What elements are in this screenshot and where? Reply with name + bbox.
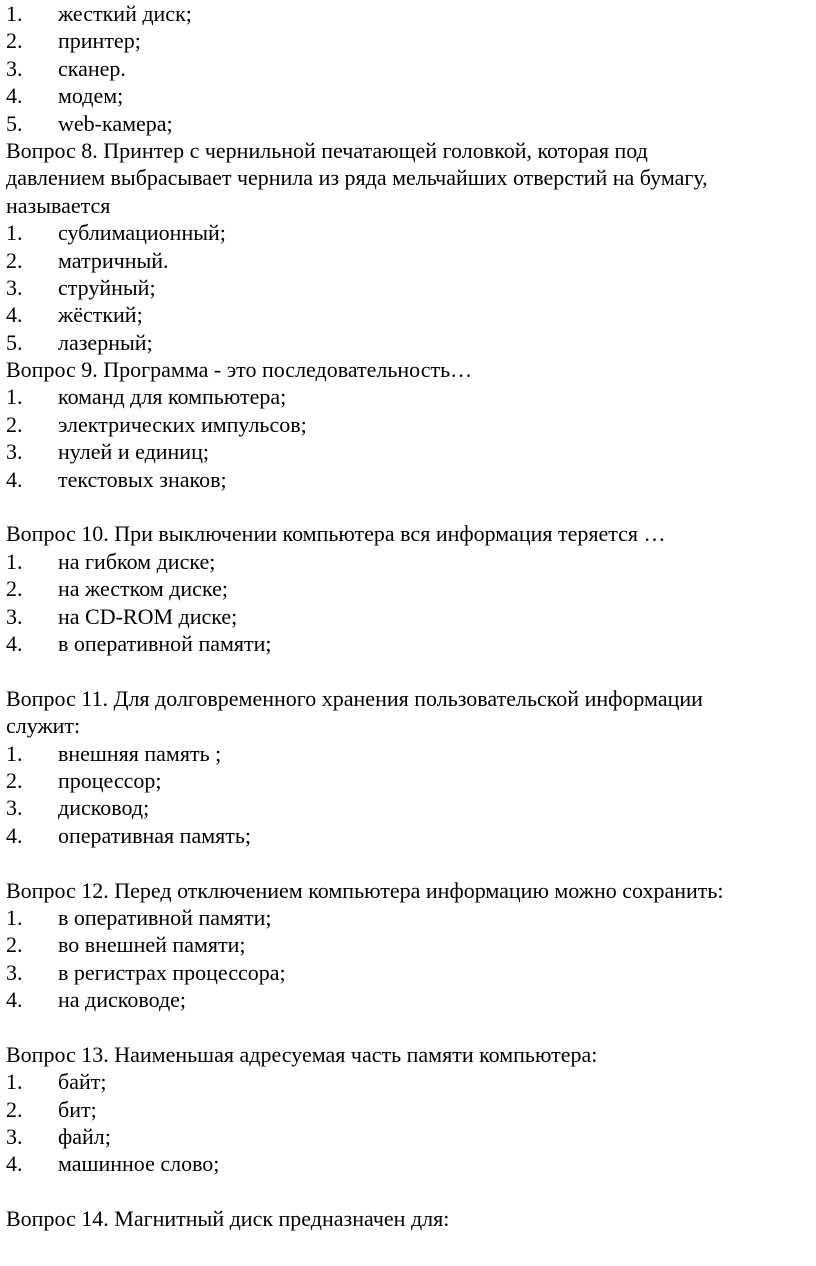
answer-option bbox=[6, 383, 812, 410]
option-number: 1. bbox=[6, 548, 23, 574]
option-text: принтер; bbox=[58, 28, 141, 54]
option-number: 4. bbox=[6, 822, 23, 848]
answer-option bbox=[6, 1096, 812, 1123]
blank-line bbox=[6, 1013, 812, 1040]
option-text: струйный; bbox=[58, 274, 156, 300]
blank-line bbox=[6, 657, 812, 684]
answer-option bbox=[6, 767, 812, 794]
option-text: сублимационный; bbox=[58, 220, 226, 246]
question-text-line: Вопрос 8. Принтер с чернильной печатающей головкой, которая под bbox=[6, 137, 648, 163]
option-number: 4. bbox=[6, 466, 23, 492]
blank-line bbox=[6, 493, 812, 520]
answer-option bbox=[6, 82, 812, 109]
option-number: 4. bbox=[6, 83, 23, 109]
option-text: нулей и единиц; bbox=[58, 439, 209, 465]
option-number: 1. bbox=[6, 220, 23, 246]
option-number: 1. bbox=[6, 904, 23, 930]
question-text-line: Вопрос 13. Наименьшая адресуемая часть памяти компьютера: bbox=[6, 1041, 598, 1067]
question bbox=[6, 520, 812, 547]
answer-option bbox=[6, 1123, 812, 1150]
question-text-line: Вопрос 11. Для долговременного хранения пользовательской информации bbox=[6, 685, 703, 711]
answer-option bbox=[6, 904, 812, 931]
answer-option bbox=[6, 219, 812, 246]
answer-option bbox=[6, 740, 812, 767]
option-number: 2. bbox=[6, 576, 23, 602]
option-text: лазерный; bbox=[58, 329, 153, 355]
option-number: 2. bbox=[6, 767, 23, 793]
option-text: бит; bbox=[58, 1096, 97, 1122]
answer-option bbox=[6, 247, 812, 274]
question-text-line: называется bbox=[6, 192, 111, 218]
option-text: текстовых знаков; bbox=[58, 466, 227, 492]
option-number: 1. bbox=[6, 1, 23, 26]
answer-option bbox=[6, 55, 812, 82]
option-number: 4. bbox=[6, 630, 23, 656]
answer-option bbox=[6, 822, 812, 849]
option-text: на CD-ROM диске; bbox=[58, 603, 238, 629]
answer-option bbox=[6, 411, 812, 438]
answer-option bbox=[6, 466, 812, 493]
answer-option bbox=[6, 548, 812, 575]
option-text: внешняя память ; bbox=[58, 740, 222, 766]
answer-option bbox=[6, 274, 812, 301]
option-number: 4. bbox=[6, 1151, 23, 1177]
option-text: на гибком диске; bbox=[58, 548, 216, 574]
option-text: сканер. bbox=[58, 55, 126, 81]
option-number: 3. bbox=[6, 795, 23, 821]
answer-option bbox=[6, 0, 812, 27]
question-text-line: Вопрос 12. Перед отключением компьютера информацию можно сохранить: bbox=[6, 877, 724, 903]
answer-option bbox=[6, 110, 812, 137]
option-text: электрических импульсов; bbox=[58, 411, 307, 437]
answer-option bbox=[6, 301, 812, 328]
option-text: в оперативной памяти; bbox=[58, 630, 272, 656]
answer-option bbox=[6, 931, 812, 958]
option-number: 3. bbox=[6, 1124, 23, 1150]
document-page bbox=[6, 0, 812, 1233]
question bbox=[6, 137, 812, 219]
question-text-line: Вопрос 10. При выключении компьютера вся информация теряется … bbox=[6, 521, 666, 547]
question-text-line: Вопрос 14. Магнитный диск предназначен для: bbox=[6, 1206, 450, 1232]
answer-option bbox=[6, 575, 812, 602]
option-text: процессор; bbox=[58, 767, 162, 793]
option-text: жёсткий; bbox=[58, 302, 143, 328]
option-text: в оперативной памяти; bbox=[58, 904, 272, 930]
option-number: 3. bbox=[6, 603, 23, 629]
option-text: на жестком диске; bbox=[58, 576, 228, 602]
option-text: машинное слово; bbox=[58, 1151, 220, 1177]
option-text: на дисководе; bbox=[58, 987, 187, 1013]
option-text: модем; bbox=[58, 83, 124, 109]
question-text-line: давлением выбрасывает чернила из ряда мельчайших отверстий на бумагу, bbox=[6, 165, 708, 191]
option-text: матричный. bbox=[58, 247, 169, 273]
option-number: 5. bbox=[6, 329, 23, 355]
answer-option bbox=[6, 1150, 812, 1177]
question bbox=[6, 1205, 812, 1232]
option-number: 2. bbox=[6, 1096, 23, 1122]
question bbox=[6, 356, 812, 383]
option-number: 3. bbox=[6, 55, 23, 81]
question bbox=[6, 1041, 812, 1068]
option-number: 2. bbox=[6, 932, 23, 958]
option-number: 2. bbox=[6, 247, 23, 273]
option-text: дисковод; bbox=[58, 795, 150, 821]
option-text: web-камера; bbox=[58, 110, 173, 136]
option-number: 4. bbox=[6, 987, 23, 1013]
answer-option bbox=[6, 959, 812, 986]
answer-option bbox=[6, 794, 812, 821]
option-number: 1. bbox=[6, 1069, 23, 1095]
option-number: 5. bbox=[6, 110, 23, 136]
option-text: файл; bbox=[58, 1124, 111, 1150]
option-number: 3. bbox=[6, 274, 23, 300]
question bbox=[6, 877, 812, 904]
option-text: во внешней памяти; bbox=[58, 932, 246, 958]
option-text: жесткий диск; bbox=[58, 1, 192, 26]
answer-option bbox=[6, 603, 812, 630]
option-number: 2. bbox=[6, 411, 23, 437]
answer-option bbox=[6, 630, 812, 657]
option-text: байт; bbox=[58, 1069, 107, 1095]
option-text: в регистрах процессора; bbox=[58, 959, 286, 985]
option-text: оперативная память; bbox=[58, 822, 252, 848]
blank-line bbox=[6, 849, 812, 876]
option-number: 4. bbox=[6, 302, 23, 328]
blank-line bbox=[6, 1178, 812, 1205]
answer-option bbox=[6, 27, 812, 54]
option-number: 2. bbox=[6, 28, 23, 54]
option-number: 3. bbox=[6, 439, 23, 465]
question-text-line: Вопрос 9. Программа - это последовательность… bbox=[6, 357, 473, 383]
option-number: 1. bbox=[6, 740, 23, 766]
answer-option bbox=[6, 1068, 812, 1095]
option-number: 1. bbox=[6, 384, 23, 410]
question-text-line: служит: bbox=[6, 713, 81, 739]
question bbox=[6, 685, 812, 740]
answer-option bbox=[6, 438, 812, 465]
answer-option bbox=[6, 986, 812, 1013]
option-number: 3. bbox=[6, 959, 23, 985]
option-text: команд для компьютера; bbox=[58, 384, 287, 410]
answer-option bbox=[6, 329, 812, 356]
